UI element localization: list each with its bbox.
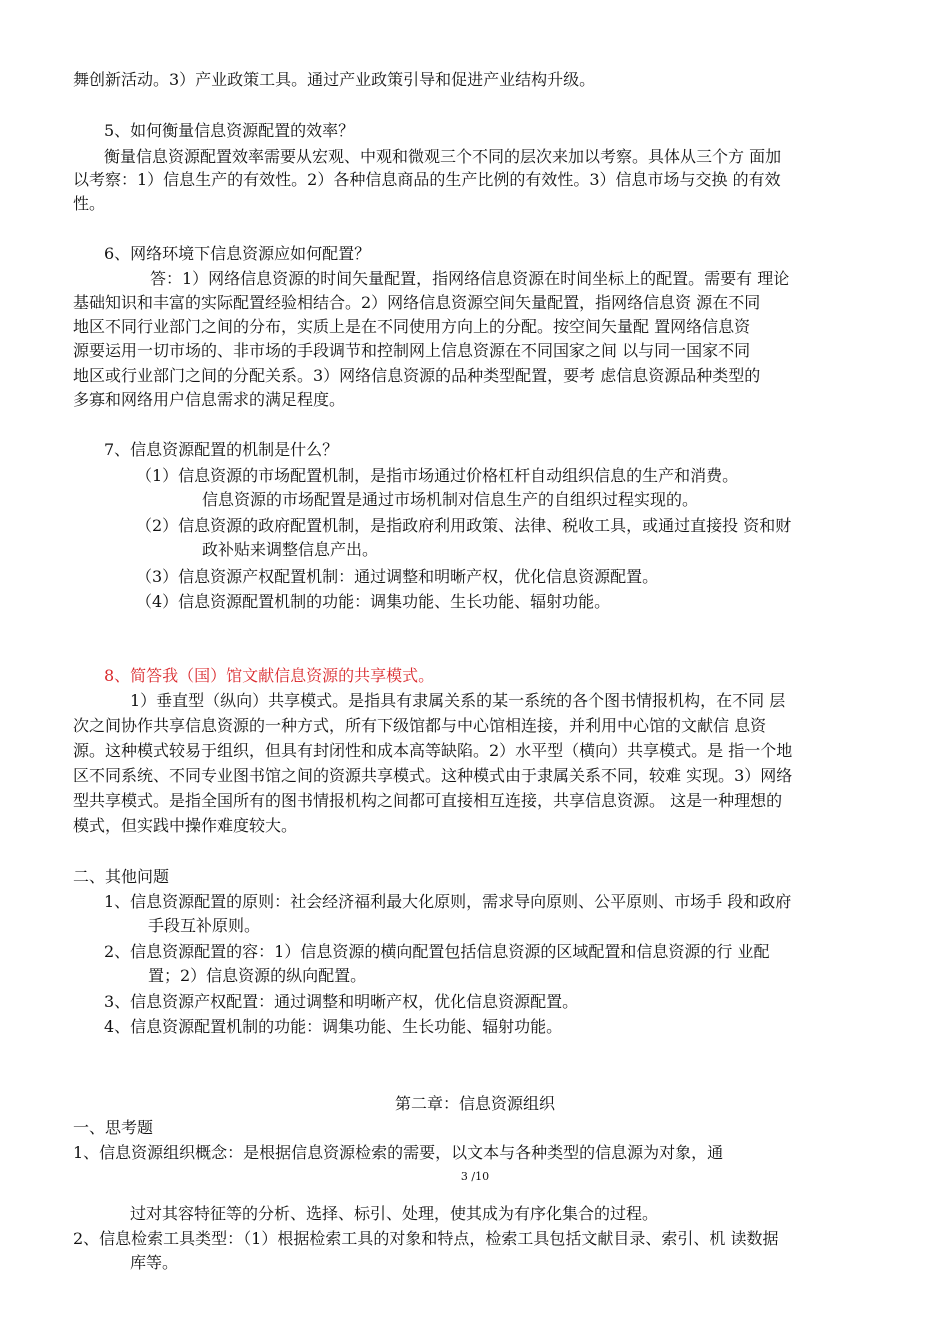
- text-line: 舞创新活动。3）产业政策工具。通过产业政策引导和促进产业结构升级。: [73, 70, 596, 89]
- text-line: 1、信息资源组织概念：是根据信息资源检索的需要，以文本与各种类型的信息源为对象，通: [73, 1143, 724, 1162]
- text-line: 答：1）网络信息资源的时间矢量配置，指网络信息资源在时间坐标上的配置。需要有 理论: [150, 269, 790, 288]
- text-line: 1）垂直型（纵向）共享模式。是指具有隶属关系的某一系统的各个图书情报机构，在不同 层: [130, 691, 786, 710]
- list-item: 2、信息资源配置的容：1）信息资源的横向配置包括信息资源的区域配置和信息资源的行 业配: [104, 942, 770, 961]
- text-line: 库等。: [130, 1253, 179, 1272]
- text-line: 信息资源的市场配置是通过市场机制对信息生产的自组织过程实现的。: [202, 490, 699, 509]
- page-number: 3 /10: [460, 1170, 490, 1183]
- text-line: 基础知识和丰富的实际配置经验相结合。2）网络信息资源空间矢量配置，指网络信息资 源在不同: [73, 293, 761, 312]
- text-line: 区不同系统、不同专业图书馆之间的资源共享模式。这种模式由于隶属关系不同，较难 实现。3）网络: [73, 766, 793, 785]
- text-line: 以考察：1）信息生产的有效性。2）各种信息商品的生产比例的有效性。3）信息市场与交换 的有效: [73, 170, 781, 189]
- list-item: （1）信息资源的市场配置机制，是指市场通过价格杠杆自动组织信息的生产和消费。: [136, 466, 739, 485]
- list-item: （2）信息资源的政府配置机制，是指政府利用政策、法律、税收工具，或通过直接投 资和财: [136, 516, 792, 535]
- text-line: 手段互补原则。: [148, 916, 261, 935]
- list-item: 3、信息资源产权配置：通过调整和明晰产权，优化信息资源配置。: [104, 992, 579, 1011]
- question-heading: 7、信息资源配置的机制是什么？: [104, 440, 339, 459]
- list-item: 2、信息检索工具类型：（1）根据检索工具的对象和特点，检索工具包括文献目录、索引、机 读数据: [73, 1229, 779, 1248]
- chapter-title: 第二章：信息资源组织: [394, 1094, 555, 1113]
- text-line: 多寡和网络用户信息需求的满足程度。: [73, 390, 346, 409]
- text-line: 模式，但实践中操作难度较大。: [73, 816, 298, 835]
- text-line: 地区不同行业部门之间的分布，实质上是在不同使用方向上的分配。按空间矢量配 置网络信息资: [73, 317, 751, 336]
- text-line: 衡量信息资源配置效率需要从宏观、中观和微观三个不同的层次来加以考察。具体从三个方 面加: [104, 147, 782, 166]
- section-heading: 二、其他问题: [73, 867, 170, 886]
- question-heading: 5、如何衡量信息资源配置的效率？: [104, 121, 355, 140]
- question-heading: 6、网络环境下信息资源应如何配置？: [104, 244, 371, 263]
- text-line: 地区或行业部门之间的分配关系。3）网络信息资源的品种类型配置，要考 虑信息资源品种类型的: [73, 366, 761, 385]
- list-item: （4）信息资源配置机制的功能：调集功能、生长功能、辐射功能。: [136, 592, 611, 611]
- text-line: 次之间协作共享信息资源的一种方式，所有下级馆都与中心馆相连接，并利用中心馆的文献信 息资: [73, 716, 767, 735]
- text-line: 源要运用一切市场的、非市场的手段调节和控制网上信息资源在不同国家之间 以与同一国家不同: [73, 341, 751, 360]
- list-item: 1、信息资源配置的原则：社会经济福利最大化原则，需求导向原则、公平原则、市场手 段和政府: [104, 892, 792, 911]
- text-line: 源。这种模式较易于组织，但具有封闭性和成本高等缺陷。2）水平型（横向）共享模式。是 指一个地: [73, 741, 793, 760]
- list-item: （3）信息资源产权配置机制：通过调整和明晰产权，优化信息资源配置。: [136, 567, 659, 586]
- question-heading-highlighted: 8、简答我（国）馆文献信息资源的共享模式。: [104, 666, 435, 685]
- text-line: 政补贴来调整信息产出。: [202, 540, 379, 559]
- text-line: 过对其容特征等的分析、选择、标引、处理，使其成为有序化集合的过程。: [130, 1204, 659, 1223]
- text-line: 型共享模式。是指全国所有的图书情报机构之间都可直接相互连接，共享信息资源。 这是一种理想的: [73, 791, 783, 810]
- text-line: 性。: [73, 194, 106, 213]
- text-line: 置；2）信息资源的纵向配置。: [148, 966, 367, 985]
- section-heading: 一、思考题: [73, 1118, 154, 1137]
- list-item: 4、信息资源配置机制的功能：调集功能、生长功能、辐射功能。: [104, 1017, 563, 1036]
